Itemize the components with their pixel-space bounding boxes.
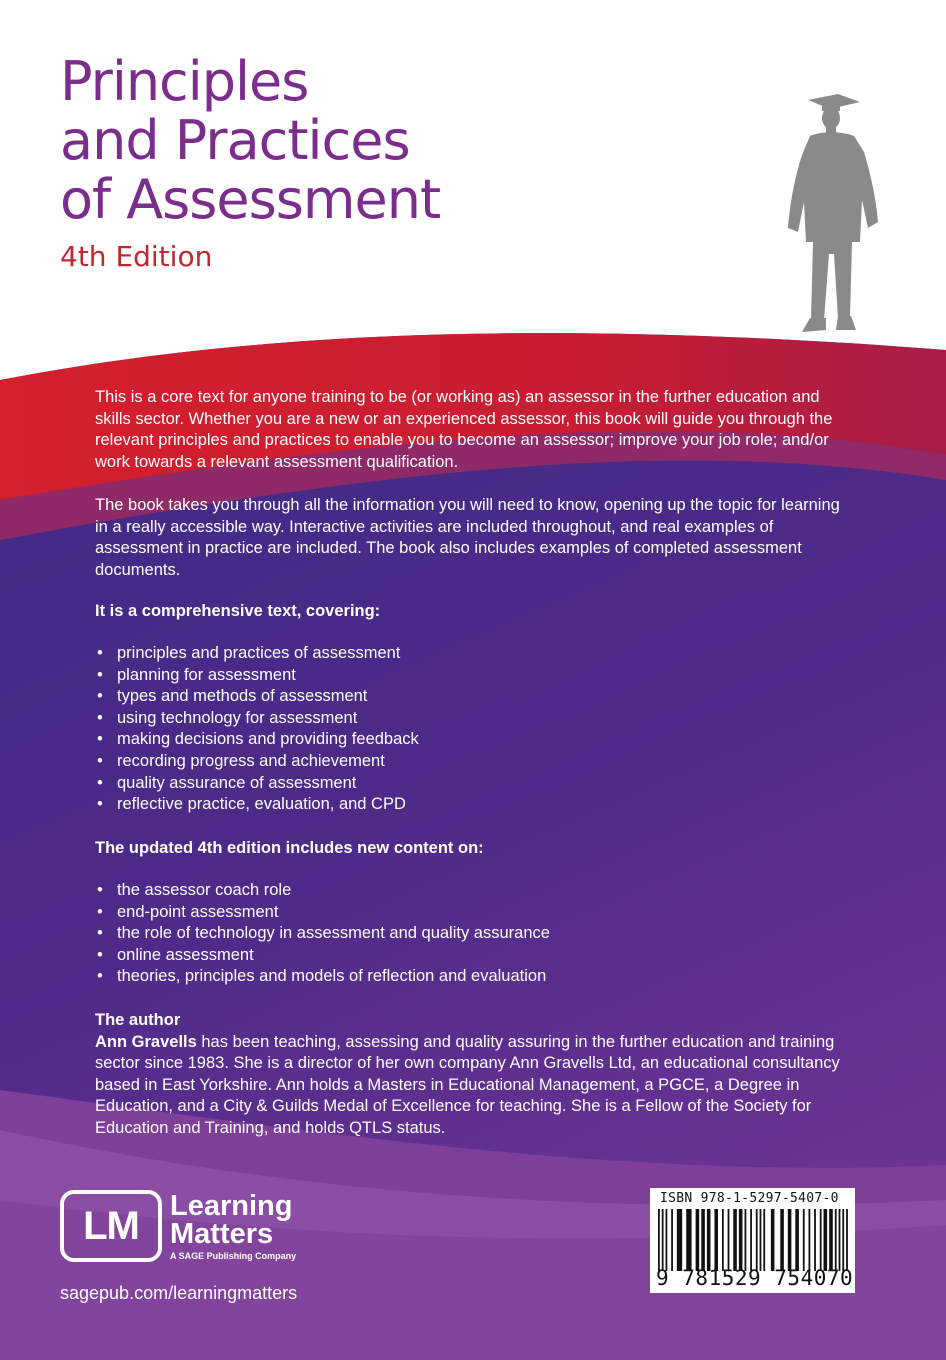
graduate-silhouette-icon [780,92,884,342]
logo-word-matters: Matters [170,1217,274,1250]
back-cover-blurb [95,387,847,1140]
barcode-digits: 9 781529 754070 [656,1266,854,1290]
edition-label: 4th Edition [60,240,213,273]
publisher-website: sagepub.com/learningmatters [60,1283,298,1303]
list-item: • recording progress and achievement [95,751,847,773]
publisher-logo [60,1190,296,1262]
logo-subtitle: A SAGE Publishing Company [170,1250,297,1261]
barcode-bar [795,1209,799,1271]
barcode-bar [824,1209,828,1271]
list-item: • reflective practice, evaluation, and CPD [95,794,847,816]
barcode-bar [733,1209,737,1271]
barcode-bar [745,1209,747,1271]
barcode-bar [846,1209,848,1271]
title-line-1: Principles [60,50,309,113]
blurb-paragraph-1: This is a core text for anyone training to be (or working as) an assessor in the further education and skills sector. Whether you are a new or an experienced assessor, this book will guide you through the relevant principles and practices to enable you to become an assessor; improve your job role; and/or work towards a relevant assessment qualification. [95,388,833,471]
barcode-bar [788,1209,792,1271]
author-heading: The author [95,1011,181,1029]
list-item: • end-point assessment [95,902,847,924]
barcode-bar [696,1209,700,1271]
barcode-bar [671,1209,673,1271]
barcode-bar [803,1209,805,1271]
logo-wordmark [170,1189,297,1261]
author-name: Ann Gravells [95,1032,197,1051]
logo-word-learning: Learning [170,1189,293,1222]
list-item: • principles and practices of assessment [95,643,847,665]
barcode-bar [763,1209,765,1271]
barcode-bar [814,1209,816,1271]
logo-mark: LM [60,1190,162,1262]
list-item: • planning for assessment [95,665,847,687]
title-line-2: and Practices [60,109,410,172]
author-bio [95,1032,847,1140]
barcode-bar [701,1209,705,1271]
book-title [60,52,440,229]
barcode-bar [714,1209,718,1271]
isbn-barcode [650,1188,855,1293]
updated-content-list [95,880,847,1010]
barcode-bar [756,1209,758,1271]
barcode-bar [780,1209,784,1271]
blurb-paragraph-2: The book takes you through all the information you will need to know, opening up the topic for learning in a really accessible way. Interactive activities are included throughout, and real examples of assessment in practice are included. The book also includes examples of completed assessment documents. [95,496,840,579]
covering-list [95,643,847,838]
barcode-bar [658,1209,660,1271]
barcode-bar [750,1209,752,1271]
title-line-3: of Assessment [60,168,441,231]
barcode-bar [662,1209,664,1271]
barcode-bar [835,1209,837,1271]
barcode-bar [728,1209,730,1271]
list-item: • theories, principles and models of reflection and evaluation [95,966,847,988]
barcode-bars [658,1209,848,1271]
barcode-bar [809,1209,811,1271]
barcode-bar [839,1209,841,1271]
barcode-bar [739,1209,743,1271]
list-item: • quality assurance of assessment [95,773,847,795]
list-item: • online assessment [95,945,847,967]
list-item: • the role of technology in assessment and quality assurance [95,923,847,945]
list-item: • using technology for assessment [95,708,847,730]
isbn-label: ISBN 978-1-5297-5407-0 [660,1191,839,1206]
list-item: • types and methods of assessment [95,686,847,708]
author-bio-text: has been teaching, assessing and quality assuring in the further education and training sector since 1983. She is a director of her own company Ann Gravells Ltd, an educational consultancy based in East Yorkshire. Ann holds a Masters in Educational Management, a PGCE, a Degree in Education, and a City & Guilds Medal of Excellence for teaching. She is a Fellow of the Society for Education and Training, and holds QTLS status. [95,1032,840,1137]
barcode-bar [722,1209,724,1271]
list-item: • the assessor coach role [95,880,847,902]
barcode-bar [666,1209,668,1271]
barcode-bar [842,1209,844,1271]
barcode-bar [707,1209,711,1271]
barcode-bar [760,1209,762,1271]
barcode-bar [677,1209,682,1271]
barcode-bar [829,1209,833,1271]
updated-edition-lead: The updated 4th edition includes new content on: [95,839,484,857]
barcode-bar [686,1209,691,1271]
list-item: • making decisions and providing feedback [95,729,847,751]
covering-lead: It is a comprehensive text, covering: [95,602,381,620]
barcode-bar [771,1209,775,1271]
barcode-bar [820,1209,822,1271]
